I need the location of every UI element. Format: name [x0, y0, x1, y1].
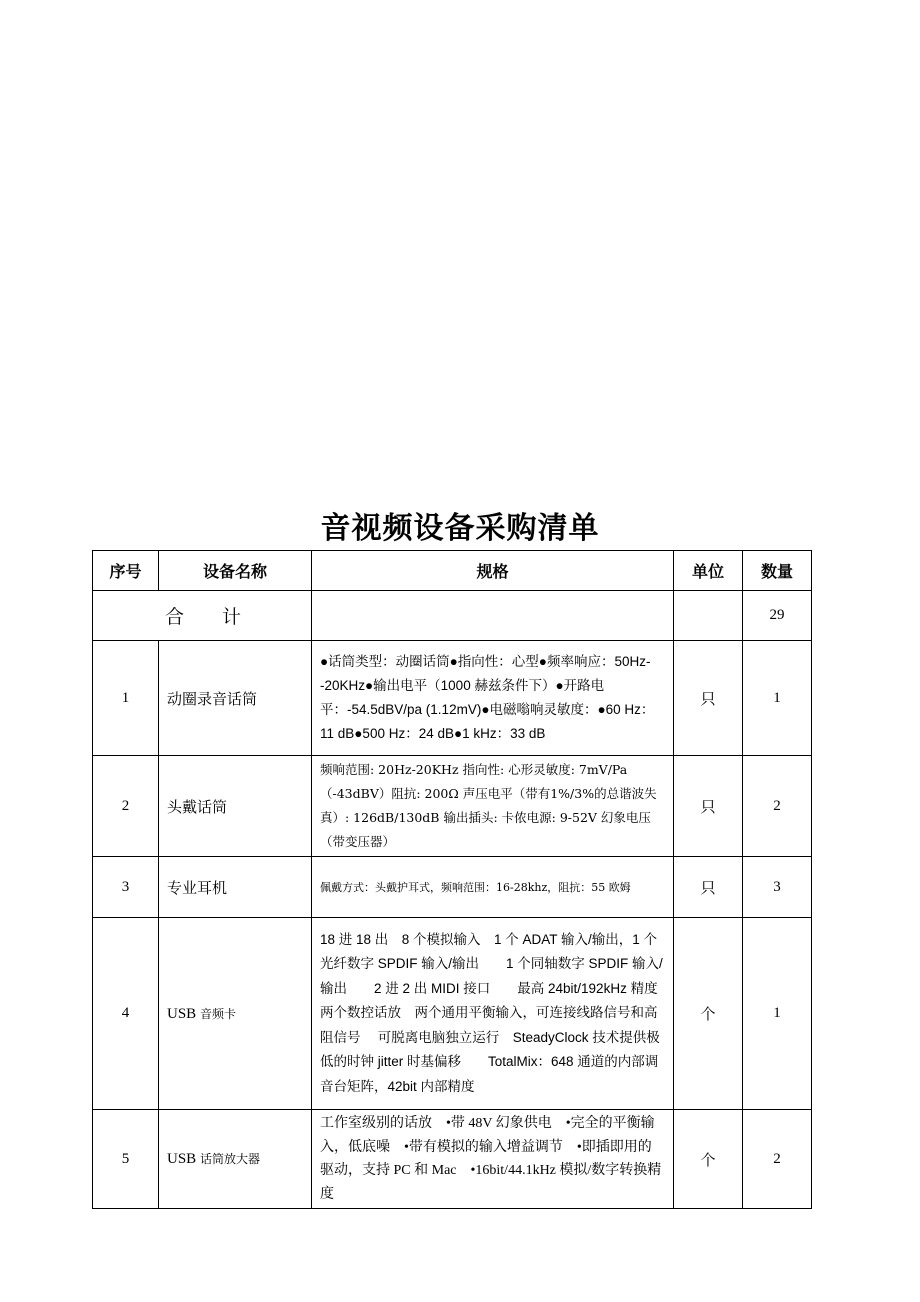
header-qty: 数量 — [743, 551, 812, 591]
row-name: 头戴话筒 — [159, 756, 312, 857]
row-qty: 2 — [743, 756, 812, 857]
row-unit: 个 — [674, 1110, 743, 1209]
row-name-sub: 音频卡 — [199, 1006, 236, 1021]
table-row — [93, 1110, 812, 1209]
document-title: 音视频设备采购清单 — [320, 511, 600, 546]
row-name: 专业耳机 — [159, 857, 312, 918]
row-name — [159, 918, 312, 1110]
row-qty: 2 — [743, 1110, 812, 1209]
row-index: 1 — [93, 641, 159, 756]
row-index: 2 — [93, 756, 159, 857]
row-spec: 佩戴方式：头戴护耳式，频响范围：16-28khz，阻抗：55 欧姆 — [312, 857, 674, 918]
table-row — [93, 641, 812, 756]
row-index: 5 — [93, 1110, 159, 1209]
row-unit: 个 — [674, 918, 743, 1110]
row-name-main: USB — [167, 1151, 197, 1167]
row-unit: 只 — [674, 756, 743, 857]
header-row — [93, 551, 812, 591]
header-unit: 单位 — [674, 551, 743, 591]
total-qty: 29 — [743, 591, 812, 641]
row-spec: ●话筒类型：动圈话筒●指向性：心型●频率响应：50Hz--20KHz●输出电平（1000 赫兹条件下）●开路电平：-54.5dBV/pa (1.12mV)●电磁嗡响灵敏度：●60 Hz：11 dB●500 Hz：24 dB●1 kHz：33 dB — [312, 641, 674, 756]
total-unit — [674, 591, 743, 641]
row-name — [159, 1110, 312, 1209]
table-row — [93, 756, 812, 857]
row-name-sub: 话筒放大器 — [199, 1152, 260, 1166]
row-spec: 18 进 18 出 8 个模拟输入 1 个 ADAT 输入/输出，1 个光纤数字 SPDIF 输入/输出 1 个同轴数字 SPDIF 输入/输出 2 进 2 出 MIDI 接口 最高 24bit/192kHz 精度 两个数控话放 两个通用平衡输入，可连接线路信号和高阻信号 可脱离电脑独立运行 SteadyClock 技术提供极低的时钟 jitter 时基偏移 TotalMix：648 通道的内部调音台矩阵，42bit 内部精度 — [312, 918, 674, 1110]
row-index: 4 — [93, 918, 159, 1110]
total-spec — [312, 591, 674, 641]
row-name-main: USB — [167, 1005, 197, 1022]
row-unit: 只 — [674, 857, 743, 918]
row-spec: 频响范围: 20Hz-20KHz 指向性: 心形灵敏度: 7mV/Pa（-43dBV）阻抗: 200Ω 声压电平（带有1%/3%的总谐波失真）: 126dB/130dB 输出插头: 卡侬电源: 9-52V 幻象电压（带变压器） — [312, 756, 674, 857]
row-qty: 3 — [743, 857, 812, 918]
row-qty: 1 — [743, 641, 812, 756]
total-row — [93, 591, 812, 641]
row-qty: 1 — [743, 918, 812, 1110]
row-spec: 工作室级别的话放 •带 48V 幻象供电 •完全的平衡输入，低底噪 •带有模拟的输入增益调节 •即插即用的驱动，支持 PC 和 Mac •16bit/44.1kHz 模拟/数字转换精度 — [312, 1110, 674, 1209]
table-row — [93, 857, 812, 918]
total-label: 合 计 — [93, 591, 312, 641]
row-name: 动圈录音话筒 — [159, 641, 312, 756]
header-name: 设备名称 — [159, 551, 312, 591]
procurement-table — [92, 550, 812, 1209]
header-index: 序号 — [93, 551, 159, 591]
header-spec: 规格 — [312, 551, 674, 591]
row-index: 3 — [93, 857, 159, 918]
row-unit: 只 — [674, 641, 743, 756]
table-row — [93, 918, 812, 1110]
